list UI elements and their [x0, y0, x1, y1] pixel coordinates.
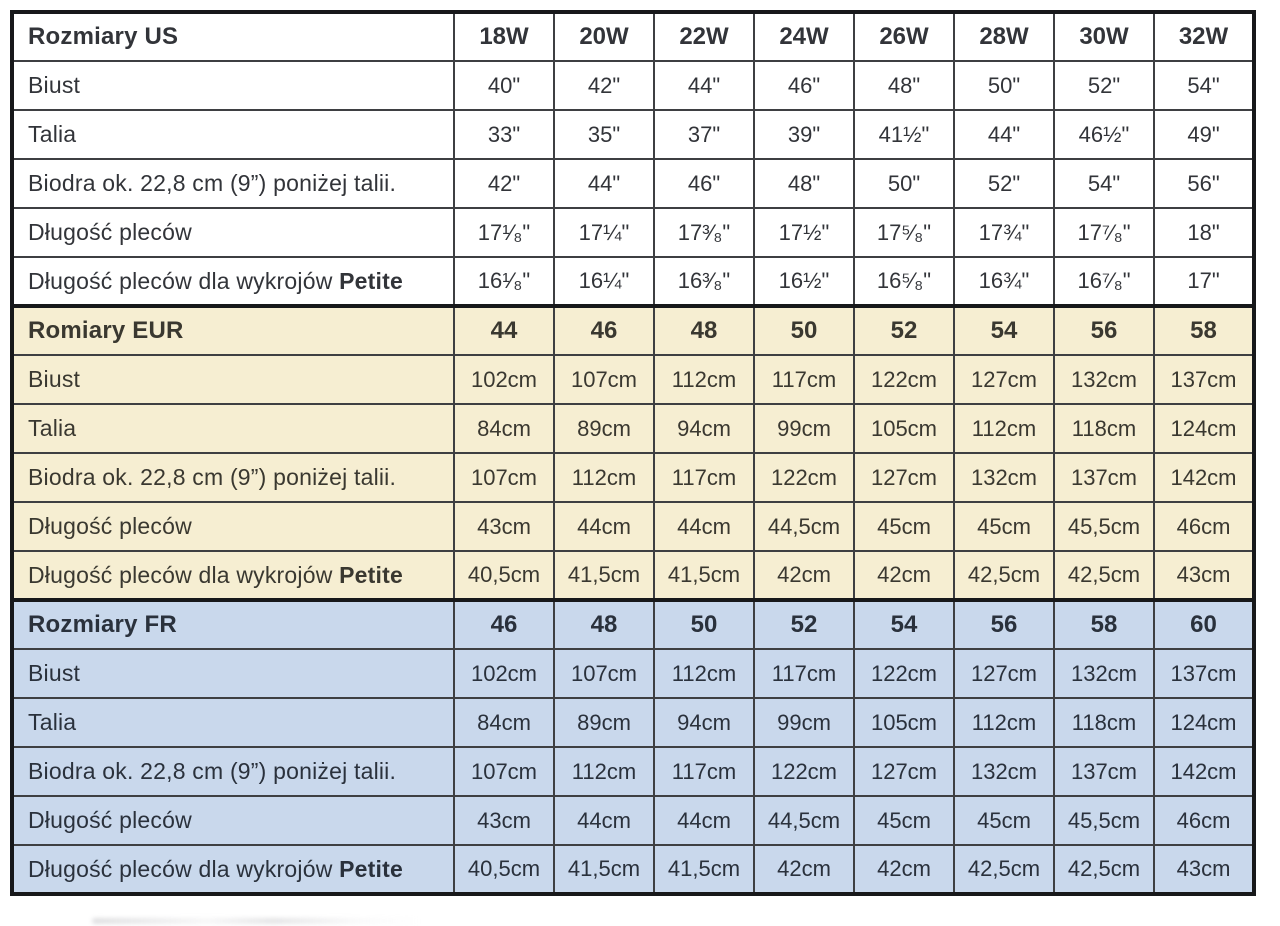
measure-label-cell [12, 747, 454, 796]
measure-value: 132cm [954, 453, 1054, 502]
measure-value: 84cm [454, 404, 554, 453]
measure-label-cell [12, 110, 454, 159]
measure-value: 16¼" [554, 257, 654, 306]
measure-value: 102cm [454, 355, 554, 404]
measure-row [12, 796, 1254, 845]
measure-value: 17⁵⁄₈" [854, 208, 954, 257]
measure-value: 122cm [854, 355, 954, 404]
measure-value: 44,5cm [754, 502, 854, 551]
measure-value: 39" [754, 110, 854, 159]
measure-label-cell [12, 796, 454, 845]
measure-value: 45,5cm [1054, 796, 1154, 845]
measure-value: 40,5cm [454, 845, 554, 894]
measure-label: Talia [28, 121, 77, 147]
measure-value: 44" [954, 110, 1054, 159]
measure-value: 42cm [854, 845, 954, 894]
measure-value: 18" [1154, 208, 1254, 257]
measure-value: 84cm [454, 698, 554, 747]
size-col-header: 56 [1054, 306, 1154, 355]
measure-value: 50" [954, 61, 1054, 110]
measure-value: 42cm [754, 845, 854, 894]
measure-value: 112cm [554, 453, 654, 502]
measure-value: 44cm [554, 502, 654, 551]
measure-value: 44" [654, 61, 754, 110]
measure-value: 112cm [954, 404, 1054, 453]
size-col-header: 32W [1154, 12, 1254, 61]
measure-row [12, 747, 1254, 796]
section-header-row-us [12, 12, 1254, 61]
measure-value: 132cm [1054, 649, 1154, 698]
scan-artifact [92, 918, 422, 924]
measure-value: 17½" [754, 208, 854, 257]
measure-value: 42,5cm [1054, 845, 1154, 894]
measure-label-cell [12, 845, 454, 894]
measure-label: Długość pleców dla wykrojów [28, 855, 340, 882]
measure-value: 35" [554, 110, 654, 159]
measure-value: 142cm [1154, 453, 1254, 502]
size-chart-table [10, 10, 1256, 896]
measure-value: 118cm [1054, 404, 1154, 453]
size-col-header: 26W [854, 12, 954, 61]
measure-value: 118cm [1054, 698, 1154, 747]
measure-row [12, 502, 1254, 551]
measure-value: 40" [454, 61, 554, 110]
size-col-header: 58 [1154, 306, 1254, 355]
measure-row [12, 257, 1254, 306]
section-header-row-fr [12, 600, 1254, 649]
measure-value: 17" [1154, 257, 1254, 306]
measure-value: 117cm [654, 747, 754, 796]
size-col-header: 56 [954, 600, 1054, 649]
measure-value: 137cm [1054, 747, 1154, 796]
size-col-header: 58 [1054, 600, 1154, 649]
measure-value: 41,5cm [654, 845, 754, 894]
measure-value: 50" [854, 159, 954, 208]
measure-value: 137cm [1154, 649, 1254, 698]
measure-row [12, 159, 1254, 208]
measure-value: 132cm [1054, 355, 1154, 404]
measure-value: 16¹⁄₈" [454, 257, 554, 306]
measure-label: Długość pleców [28, 807, 192, 833]
measure-value: 43cm [454, 796, 554, 845]
measure-value: 124cm [1154, 404, 1254, 453]
measure-value: 105cm [854, 404, 954, 453]
size-col-header: 22W [654, 12, 754, 61]
measure-value: 41,5cm [654, 551, 754, 600]
measure-value: 45cm [954, 796, 1054, 845]
measure-value: 43cm [454, 502, 554, 551]
measure-value: 107cm [554, 355, 654, 404]
measure-row [12, 649, 1254, 698]
measure-value: 45,5cm [1054, 502, 1154, 551]
measure-label-cell [12, 257, 454, 306]
measure-value: 99cm [754, 698, 854, 747]
measure-row [12, 698, 1254, 747]
measure-value: 46cm [1154, 796, 1254, 845]
measure-label-cell [12, 551, 454, 600]
measure-value: 17¾" [954, 208, 1054, 257]
measure-value: 17⁷⁄₈" [1054, 208, 1154, 257]
measure-value: 54" [1154, 61, 1254, 110]
measure-label: Biust [28, 366, 81, 392]
size-col-header: 18W [454, 12, 554, 61]
measure-label: Długość pleców [28, 219, 192, 245]
measure-value: 42" [554, 61, 654, 110]
measure-label-cell [12, 61, 454, 110]
measure-value: 48" [754, 159, 854, 208]
measure-value: 43cm [1154, 551, 1254, 600]
measure-label: Talia [28, 415, 77, 441]
measure-value: 42" [454, 159, 554, 208]
size-col-header: 50 [754, 306, 854, 355]
measure-value: 46" [654, 159, 754, 208]
section-title-eur: Romiary EUR [12, 306, 454, 355]
measure-value: 94cm [654, 698, 754, 747]
measure-value: 89cm [554, 404, 654, 453]
measure-value: 132cm [954, 747, 1054, 796]
measure-value: 137cm [1154, 355, 1254, 404]
size-col-header: 54 [854, 600, 954, 649]
measure-value: 42,5cm [954, 845, 1054, 894]
measure-row [12, 453, 1254, 502]
measure-value: 44cm [654, 796, 754, 845]
measure-label-cell [12, 159, 454, 208]
size-col-header: 24W [754, 12, 854, 61]
measure-value: 45cm [854, 796, 954, 845]
measure-value: 124cm [1154, 698, 1254, 747]
measure-value: 44cm [554, 796, 654, 845]
measure-label-cell [12, 649, 454, 698]
measure-value: 89cm [554, 698, 654, 747]
measure-value: 16⁵⁄₈" [854, 257, 954, 306]
measure-value: 117cm [754, 355, 854, 404]
measure-value: 46½" [1054, 110, 1154, 159]
measure-value: 52" [1054, 61, 1154, 110]
measure-value: 42,5cm [1054, 551, 1154, 600]
measure-label-cell [12, 404, 454, 453]
measure-value: 45cm [954, 502, 1054, 551]
measure-value: 94cm [654, 404, 754, 453]
measure-label: Długość pleców dla wykrojów [28, 267, 340, 294]
measure-value: 16½" [754, 257, 854, 306]
measure-value: 127cm [854, 747, 954, 796]
size-col-header: 48 [654, 306, 754, 355]
measure-label: Talia [28, 709, 77, 735]
measure-value: 107cm [454, 453, 554, 502]
size-col-header: 44 [454, 306, 554, 355]
size-col-header: 54 [954, 306, 1054, 355]
measure-value: 41,5cm [554, 551, 654, 600]
measure-value: 122cm [754, 747, 854, 796]
measure-value: 142cm [1154, 747, 1254, 796]
measure-row [12, 845, 1254, 894]
measure-row [12, 61, 1254, 110]
measure-value: 44cm [654, 502, 754, 551]
measure-value: 137cm [1054, 453, 1154, 502]
measure-value: 127cm [954, 355, 1054, 404]
measure-label-cell [12, 453, 454, 502]
measure-label-cell [12, 698, 454, 747]
measure-label-bold: Petite [339, 561, 403, 588]
size-col-header: 48 [554, 600, 654, 649]
measure-value: 16⁷⁄₈" [1054, 257, 1154, 306]
measure-value: 17¼" [554, 208, 654, 257]
measure-value: 117cm [754, 649, 854, 698]
measure-value: 107cm [454, 747, 554, 796]
measure-row [12, 208, 1254, 257]
measure-label-bold: Petite [339, 855, 403, 882]
measure-row [12, 110, 1254, 159]
size-col-header: 60 [1154, 600, 1254, 649]
measure-row [12, 551, 1254, 600]
size-chart-body [12, 12, 1254, 894]
measure-value: 122cm [754, 453, 854, 502]
measure-value: 49" [1154, 110, 1254, 159]
measure-value: 41,5cm [554, 845, 654, 894]
size-col-header: 52 [754, 600, 854, 649]
measure-value: 46cm [1154, 502, 1254, 551]
measure-value: 44" [554, 159, 654, 208]
measure-value: 45cm [854, 502, 954, 551]
measure-label-cell [12, 208, 454, 257]
measure-label: Biodra ok. 22,8 cm (9”) poniżej talii. [28, 464, 397, 490]
measure-value: 48" [854, 61, 954, 110]
measure-label: Biust [28, 72, 81, 98]
section-title-us: Rozmiary US [12, 12, 454, 61]
size-col-header: 20W [554, 12, 654, 61]
measure-value: 56" [1154, 159, 1254, 208]
measure-value: 16¾" [954, 257, 1054, 306]
measure-value: 33" [454, 110, 554, 159]
measure-value: 117cm [654, 453, 754, 502]
measure-value: 42cm [854, 551, 954, 600]
measure-value: 37" [654, 110, 754, 159]
measure-label-bold: Petite [339, 267, 403, 294]
measure-value: 54" [1054, 159, 1154, 208]
section-header-row-eur [12, 306, 1254, 355]
measure-value: 105cm [854, 698, 954, 747]
measure-value: 17¹⁄₈" [454, 208, 554, 257]
measure-label: Biodra ok. 22,8 cm (9”) poniżej talii. [28, 170, 397, 196]
measure-value: 43cm [1154, 845, 1254, 894]
size-col-header: 46 [554, 306, 654, 355]
measure-row [12, 355, 1254, 404]
measure-value: 44,5cm [754, 796, 854, 845]
measure-value: 42cm [754, 551, 854, 600]
measure-label-cell [12, 502, 454, 551]
measure-value: 17³⁄₈" [654, 208, 754, 257]
measure-value: 42,5cm [954, 551, 1054, 600]
size-col-header: 50 [654, 600, 754, 649]
measure-label: Biodra ok. 22,8 cm (9”) poniżej talii. [28, 758, 397, 784]
measure-label: Długość pleców [28, 513, 192, 539]
size-col-header: 46 [454, 600, 554, 649]
section-title-fr: Rozmiary FR [12, 600, 454, 649]
measure-value: 112cm [954, 698, 1054, 747]
size-col-header: 30W [1054, 12, 1154, 61]
measure-value: 99cm [754, 404, 854, 453]
measure-value: 127cm [954, 649, 1054, 698]
measure-label: Biust [28, 660, 81, 686]
size-col-header: 52 [854, 306, 954, 355]
measure-label-cell [12, 355, 454, 404]
measure-value: 122cm [854, 649, 954, 698]
measure-label: Długość pleców dla wykrojów [28, 561, 340, 588]
measure-row [12, 404, 1254, 453]
measure-value: 107cm [554, 649, 654, 698]
measure-value: 16³⁄₈" [654, 257, 754, 306]
size-col-header: 28W [954, 12, 1054, 61]
measure-value: 127cm [854, 453, 954, 502]
measure-value: 112cm [554, 747, 654, 796]
measure-value: 52" [954, 159, 1054, 208]
measure-value: 46" [754, 61, 854, 110]
measure-value: 41½" [854, 110, 954, 159]
measure-value: 40,5cm [454, 551, 554, 600]
measure-value: 102cm [454, 649, 554, 698]
measure-value: 112cm [654, 649, 754, 698]
measure-value: 112cm [654, 355, 754, 404]
